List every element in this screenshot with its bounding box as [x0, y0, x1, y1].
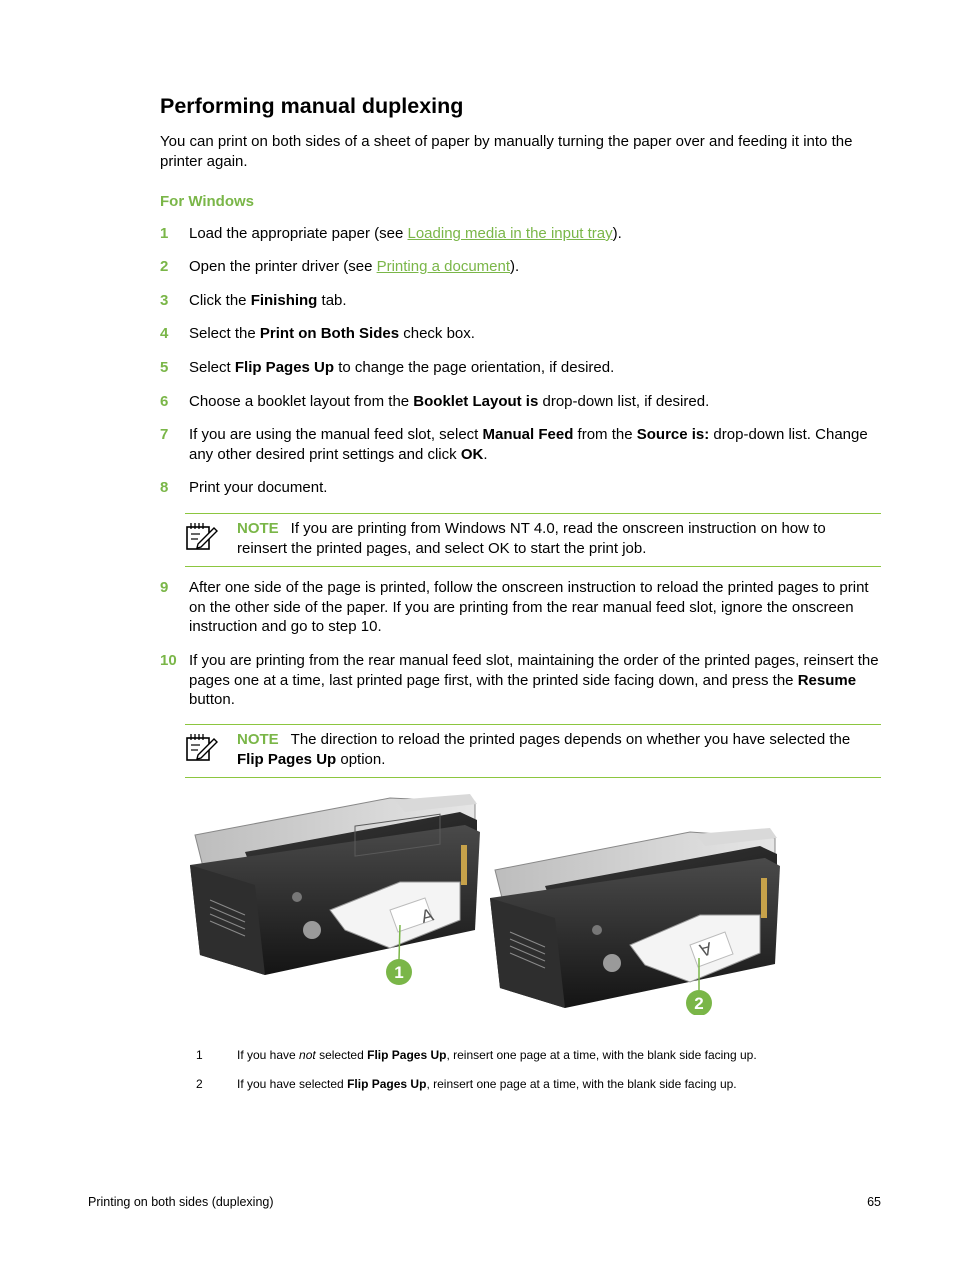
caption-text: If you have selected — [237, 1077, 348, 1091]
caption-bold: Flip Pages Up — [347, 1077, 427, 1091]
step-number: 2 — [160, 258, 169, 275]
step-text: tab. — [317, 292, 347, 309]
step-number: 3 — [160, 292, 169, 309]
note-pencil-icon — [185, 731, 219, 763]
step-bold: Source is: — [636, 426, 710, 443]
note-pencil-icon — [185, 520, 219, 552]
note-bold: Flip Pages Up — [237, 750, 337, 768]
step-text: to change the page orientation, if desired. — [334, 359, 615, 376]
step-bold: Flip Pages Up — [234, 359, 335, 376]
step-bold: Manual Feed — [482, 426, 574, 443]
note-label: NOTE — [237, 520, 279, 537]
caption-text: , reinsert one page at a time, with the blank side facing up. — [446, 1048, 757, 1062]
callout-1-label: 1 — [394, 963, 404, 982]
step-number: 4 — [160, 325, 169, 342]
note-text: If you are printing from Windows NT 4.0, read the onscreen instruction on how to reinsert the printed pages, and select OK to start the print job. — [237, 520, 826, 557]
step-text: ). — [510, 258, 520, 275]
intro-paragraph: You can print on both sides of a sheet of paper by manually turning the paper over and feeding it into the printer again. — [160, 133, 853, 170]
step-bold: Booklet Layout is — [413, 393, 539, 410]
caption-text: , reinsert one page at a time, with the blank side facing up. — [426, 1077, 737, 1091]
step-number: 10 — [160, 652, 177, 669]
note-box — [185, 513, 881, 567]
step-text: button. — [189, 691, 235, 708]
step-number: 7 — [160, 426, 169, 443]
step-number: 9 — [160, 579, 169, 596]
step-text: ). — [612, 225, 622, 242]
step-number: 8 — [160, 479, 169, 496]
duplex-printer-illustration — [185, 790, 785, 1015]
link-printing-document[interactable]: Printing a document — [376, 258, 511, 275]
step-text: check box. — [399, 325, 475, 342]
step-text: If you are using the manual feed slot, select — [189, 426, 483, 443]
caption-bold: Flip Pages Up — [367, 1048, 447, 1062]
step-text: Choose a booklet layout from the — [189, 393, 414, 410]
step-text: drop-down list, if desired. — [538, 393, 710, 410]
step-text: Load the appropriate paper (see — [189, 225, 408, 242]
caption-text: If you have — [237, 1048, 300, 1062]
note-label: NOTE — [237, 731, 279, 748]
page-title: Performing manual duplexing — [160, 94, 464, 118]
printer-1 — [190, 794, 480, 985]
step-text: Print your document. — [189, 479, 328, 496]
step-text: Open the printer driver (see — [189, 258, 377, 275]
caption-number: 1 — [196, 1048, 203, 1062]
caption-emphasis: not — [299, 1048, 316, 1062]
step-bold: Print on Both Sides — [259, 325, 400, 342]
link-loading-media[interactable]: Loading media in the input tray — [407, 225, 613, 242]
step-bold: Resume — [797, 671, 857, 689]
callout-2-label: 2 — [694, 994, 704, 1013]
step-text: . — [483, 445, 488, 463]
step-number: 5 — [160, 359, 169, 376]
step-bold: OK — [460, 445, 484, 463]
step-text: If you are printing from the rear manual feed slot, maintaining the order of the printed pages, reinsert the pages one at a time, last printed page first, with the printed side facing down, and press the — [189, 652, 879, 689]
caption-number: 2 — [196, 1077, 203, 1091]
step-bold: Finishing — [250, 292, 318, 309]
printer-2 — [490, 828, 780, 1015]
caption-text: selected — [315, 1048, 368, 1062]
step-text: Click the — [189, 292, 251, 309]
subheading-for-windows: For Windows — [160, 193, 255, 210]
paper-letter-inverted: A — [697, 938, 715, 961]
note-text: option. — [336, 750, 386, 768]
step-text: from the — [573, 426, 637, 443]
step-text: After one side of the page is printed, follow the onscreen instruction to reload the printed pages to print on the other side of the paper. If you are printing from the rear manual feed slot, ignore the onscreen instruction and go to step 10. — [189, 579, 869, 635]
note-box — [185, 724, 881, 778]
step-text: drop-down list. Change any other desired print settings and click — [189, 426, 868, 463]
step-number: 1 — [160, 225, 169, 242]
footer-section-title: Printing on both sides (duplexing) — [88, 1195, 274, 1209]
footer-page-number: 65 — [867, 1195, 881, 1209]
step-text: Select the — [189, 325, 260, 342]
step-text: Select — [189, 359, 235, 376]
note-text: The direction to reload the printed pages depends on whether you have selected the — [290, 731, 851, 748]
step-number: 6 — [160, 393, 169, 410]
paper-letter: A — [418, 904, 436, 927]
